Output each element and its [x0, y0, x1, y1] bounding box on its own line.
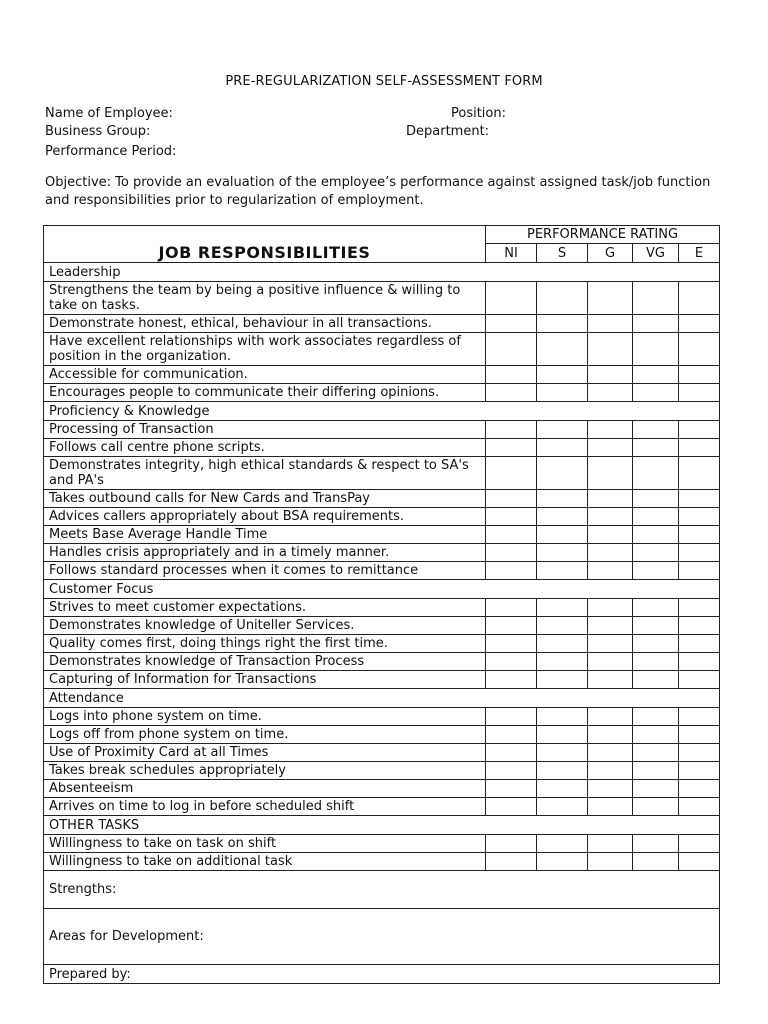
rating-cell-e[interactable] [679, 315, 720, 333]
rating-cell-vg[interactable] [633, 421, 679, 439]
responsibility-text: Strives to meet customer expectations. [44, 599, 486, 617]
responsibility-text: Arrives on time to log in before scheduled shift [44, 798, 486, 816]
rating-cell-vg[interactable] [633, 282, 679, 315]
rating-cell-e[interactable] [679, 544, 720, 562]
rating-cell-g[interactable] [588, 744, 633, 762]
rating-cell-g[interactable] [588, 835, 633, 853]
responsibility-text: Absenteeism [44, 780, 486, 798]
table-row [44, 490, 720, 508]
rating-cell-e[interactable] [679, 439, 720, 457]
rating-cell-vg[interactable] [633, 726, 679, 744]
rating-cell-vg[interactable] [633, 780, 679, 798]
rating-cell-e[interactable] [679, 780, 720, 798]
name-of-employee-label: Name of Employee: [45, 106, 173, 121]
rating-cell-vg[interactable] [633, 762, 679, 780]
rating-cell-s[interactable] [537, 780, 588, 798]
section-row [44, 263, 720, 282]
performance-rating-header: PERFORMANCE RATING [486, 226, 720, 244]
rating-cell-vg[interactable] [633, 490, 679, 508]
rating-cell-g[interactable] [588, 726, 633, 744]
rating-cell-ni[interactable] [486, 762, 537, 780]
rating-cell-g[interactable] [588, 562, 633, 580]
rating-cell-ni[interactable] [486, 439, 537, 457]
rating-cell-g[interactable] [588, 366, 633, 384]
rating-cell-s[interactable] [537, 526, 588, 544]
rating-cell-g[interactable] [588, 635, 633, 653]
table-row [44, 333, 720, 366]
rating-cell-s[interactable] [537, 635, 588, 653]
table-body [44, 263, 720, 871]
rating-cell-g[interactable] [588, 853, 633, 871]
table-row [44, 780, 720, 798]
rating-cell-e[interactable] [679, 671, 720, 689]
table-row [44, 617, 720, 635]
table-row [44, 599, 720, 617]
responsibility-text: Advices callers appropriately about BSA requirements. [44, 508, 486, 526]
rating-cell-vg[interactable] [633, 635, 679, 653]
rating-cell-e[interactable] [679, 635, 720, 653]
table-row [44, 653, 720, 671]
rating-cell-g[interactable] [588, 333, 633, 366]
responsibility-text: Demonstrates knowledge of Uniteller Services. [44, 617, 486, 635]
rating-cell-e[interactable] [679, 366, 720, 384]
rating-cell-s[interactable] [537, 366, 588, 384]
table-row [44, 544, 720, 562]
rating-cell-g[interactable] [588, 526, 633, 544]
rating-cell-e[interactable] [679, 617, 720, 635]
rating-cell-g[interactable] [588, 315, 633, 333]
rating-cell-vg[interactable] [633, 508, 679, 526]
rating-cell-s[interactable] [537, 457, 588, 490]
section-row [44, 816, 720, 835]
responsibility-text: Quality comes first, doing things right the first time. [44, 635, 486, 653]
rating-cell-e[interactable] [679, 599, 720, 617]
rating-cell-g[interactable] [588, 708, 633, 726]
responsibility-text: Follows call centre phone scripts. [44, 439, 486, 457]
rating-cell-g[interactable] [588, 490, 633, 508]
responsibility-text: Willingness to take on additional task [44, 853, 486, 871]
table-row [44, 282, 720, 315]
rating-cell-ni[interactable] [486, 798, 537, 816]
responsibility-text: Takes break schedules appropriately [44, 762, 486, 780]
table-row [44, 508, 720, 526]
rating-cell-g[interactable] [588, 653, 633, 671]
strengths-field[interactable]: Strengths: [44, 871, 720, 909]
rating-cell-ni[interactable] [486, 635, 537, 653]
table-row [44, 439, 720, 457]
rating-cell-vg[interactable] [633, 708, 679, 726]
table-row [44, 708, 720, 726]
rating-cell-s[interactable] [537, 853, 588, 871]
rating-cell-ni[interactable] [486, 726, 537, 744]
section-heading: Customer Focus [44, 580, 720, 599]
objective-text: Objective: To provide an evaluation of the employee’s performance against assigned task/job function and responsibilities prior to regularization of employment. [45, 175, 711, 208]
rating-cell-e[interactable] [679, 726, 720, 744]
rating-cell-vg[interactable] [633, 617, 679, 635]
rating-cell-vg[interactable] [633, 853, 679, 871]
rating-cell-vg[interactable] [633, 333, 679, 366]
rating-cell-ni[interactable] [486, 599, 537, 617]
rating-cell-e[interactable] [679, 526, 720, 544]
table-row [44, 366, 720, 384]
rating-cell-e[interactable] [679, 457, 720, 490]
responsibility-text: Meets Base Average Handle Time [44, 526, 486, 544]
rating-cell-e[interactable] [679, 835, 720, 853]
rating-cell-ni[interactable] [486, 671, 537, 689]
table-row [44, 798, 720, 816]
responsibility-text: Demonstrate honest, ethical, behaviour in all transactions. [44, 315, 486, 333]
rating-cell-ni[interactable] [486, 780, 537, 798]
rating-col-g: G [588, 244, 633, 263]
section-heading: Leadership [44, 263, 720, 282]
rating-cell-ni[interactable] [486, 562, 537, 580]
responsibility-text: Encourages people to communicate their differing opinions. [44, 384, 486, 402]
rating-cell-vg[interactable] [633, 457, 679, 490]
table-row [44, 421, 720, 439]
rating-cell-e[interactable] [679, 762, 720, 780]
rating-cell-ni[interactable] [486, 708, 537, 726]
rating-col-ni: NI [486, 244, 537, 263]
table-row [44, 726, 720, 744]
responsibility-text: Use of Proximity Card at all Times [44, 744, 486, 762]
rating-cell-vg[interactable] [633, 671, 679, 689]
rating-cell-s[interactable] [537, 490, 588, 508]
rating-cell-ni[interactable] [486, 457, 537, 490]
rating-cell-g[interactable] [588, 421, 633, 439]
table-row [44, 744, 720, 762]
rating-cell-vg[interactable] [633, 599, 679, 617]
responsibility-text: Accessible for communication. [44, 366, 486, 384]
rating-cell-s[interactable] [537, 726, 588, 744]
rating-cell-g[interactable] [588, 617, 633, 635]
table-row [44, 526, 720, 544]
section-heading: Proficiency & Knowledge [44, 402, 720, 421]
rating-cell-g[interactable] [588, 544, 633, 562]
responsibility-text: Handles crisis appropriately and in a timely manner. [44, 544, 486, 562]
table-row [44, 671, 720, 689]
rating-cell-e[interactable] [679, 798, 720, 816]
rating-cell-s[interactable] [537, 544, 588, 562]
table-row [44, 762, 720, 780]
rating-cell-ni[interactable] [486, 508, 537, 526]
rating-cell-s[interactable] [537, 599, 588, 617]
rating-cell-ni[interactable] [486, 653, 537, 671]
rating-cell-s[interactable] [537, 384, 588, 402]
rating-cell-s[interactable] [537, 315, 588, 333]
rating-cell-ni[interactable] [486, 835, 537, 853]
rating-cell-ni[interactable] [486, 384, 537, 402]
areas-for-development-field[interactable]: Areas for Development: [44, 909, 720, 965]
responsibility-text: Demonstrates integrity, high ethical standards & respect to SA's and PA's [44, 457, 486, 490]
rating-cell-g[interactable] [588, 439, 633, 457]
rating-cell-g[interactable] [588, 780, 633, 798]
rating-cell-vg[interactable] [633, 366, 679, 384]
rating-cell-e[interactable] [679, 282, 720, 315]
section-row [44, 580, 720, 599]
rating-cell-ni[interactable] [486, 366, 537, 384]
rating-cell-e[interactable] [679, 384, 720, 402]
rating-cell-vg[interactable] [633, 439, 679, 457]
table-row [44, 835, 720, 853]
responsibility-text: Have excellent relationships with work associates regardless of position in the organization. [44, 333, 486, 366]
business-group-label: Business Group: [45, 124, 151, 139]
section-row [44, 689, 720, 708]
responsibility-text: Strengthens the team by being a positive influence & willing to take on tasks. [44, 282, 486, 315]
rating-cell-e[interactable] [679, 744, 720, 762]
rating-cell-s[interactable] [537, 439, 588, 457]
rating-cell-vg[interactable] [633, 544, 679, 562]
rating-cell-vg[interactable] [633, 653, 679, 671]
rating-cell-g[interactable] [588, 798, 633, 816]
responsibility-text: Takes outbound calls for New Cards and TransPay [44, 490, 486, 508]
rating-cell-vg[interactable] [633, 315, 679, 333]
table-row [44, 562, 720, 580]
responsibility-text: Logs into phone system on time. [44, 708, 486, 726]
responsibility-text: Demonstrates knowledge of Transaction Process [44, 653, 486, 671]
rating-cell-s[interactable] [537, 421, 588, 439]
table-row [44, 853, 720, 871]
rating-cell-s[interactable] [537, 798, 588, 816]
rating-cell-ni[interactable] [486, 333, 537, 366]
table-row [44, 384, 720, 402]
rating-cell-g[interactable] [588, 762, 633, 780]
rating-col-s: S [537, 244, 588, 263]
responsibility-text: Capturing of Information for Transactions [44, 671, 486, 689]
rating-cell-vg[interactable] [633, 526, 679, 544]
rating-cell-vg[interactable] [633, 384, 679, 402]
rating-cell-s[interactable] [537, 744, 588, 762]
rating-cell-s[interactable] [537, 333, 588, 366]
rating-cell-g[interactable] [588, 457, 633, 490]
rating-cell-g[interactable] [588, 671, 633, 689]
rating-cell-ni[interactable] [486, 617, 537, 635]
position-label: Position: [451, 106, 506, 121]
responsibility-text: Logs off from phone system on time. [44, 726, 486, 744]
section-row [44, 402, 720, 421]
rating-cell-ni[interactable] [486, 744, 537, 762]
assessment-table [43, 225, 720, 984]
rating-cell-e[interactable] [679, 562, 720, 580]
rating-cell-ni[interactable] [486, 421, 537, 439]
rating-cell-vg[interactable] [633, 744, 679, 762]
rating-cell-e[interactable] [679, 490, 720, 508]
rating-cell-s[interactable] [537, 708, 588, 726]
rating-cell-ni[interactable] [486, 853, 537, 871]
rating-cell-e[interactable] [679, 653, 720, 671]
rating-cell-s[interactable] [537, 653, 588, 671]
table-row [44, 635, 720, 653]
rating-cell-e[interactable] [679, 333, 720, 366]
form-title: PRE-REGULARIZATION SELF-ASSESSMENT FORM [225, 74, 543, 89]
responsibility-text: Processing of Transaction [44, 421, 486, 439]
rating-cell-g[interactable] [588, 599, 633, 617]
rating-cell-ni[interactable] [486, 526, 537, 544]
table-row [44, 315, 720, 333]
rating-cell-s[interactable] [537, 617, 588, 635]
rating-cell-ni[interactable] [486, 282, 537, 315]
responsibility-text: Willingness to take on task on shift [44, 835, 486, 853]
job-responsibilities-header: JOB RESPONSIBILITIES [44, 226, 486, 263]
rating-cell-s[interactable] [537, 562, 588, 580]
rating-cell-g[interactable] [588, 508, 633, 526]
rating-cell-e[interactable] [679, 853, 720, 871]
rating-cell-e[interactable] [679, 508, 720, 526]
rating-cell-s[interactable] [537, 508, 588, 526]
rating-cell-s[interactable] [537, 671, 588, 689]
rating-cell-vg[interactable] [633, 798, 679, 816]
rating-cell-g[interactable] [588, 282, 633, 315]
rating-cell-vg[interactable] [633, 835, 679, 853]
section-heading: OTHER TASKS [44, 816, 720, 835]
rating-cell-s[interactable] [537, 835, 588, 853]
section-heading: Attendance [44, 689, 720, 708]
performance-period-label: Performance Period: [45, 144, 177, 159]
responsibility-text: Follows standard processes when it comes to remittance [44, 562, 486, 580]
rating-cell-ni[interactable] [486, 490, 537, 508]
rating-cell-ni[interactable] [486, 315, 537, 333]
table-row [44, 457, 720, 490]
rating-cell-s[interactable] [537, 762, 588, 780]
department-label: Department: [406, 124, 490, 139]
rating-cell-g[interactable] [588, 384, 633, 402]
rating-cell-e[interactable] [679, 421, 720, 439]
rating-col-e: E [679, 244, 720, 263]
rating-cell-s[interactable] [537, 282, 588, 315]
rating-cell-e[interactable] [679, 708, 720, 726]
rating-col-vg: VG [633, 244, 679, 263]
rating-cell-ni[interactable] [486, 544, 537, 562]
rating-cell-vg[interactable] [633, 562, 679, 580]
prepared-by-field[interactable]: Prepared by: [44, 965, 720, 984]
